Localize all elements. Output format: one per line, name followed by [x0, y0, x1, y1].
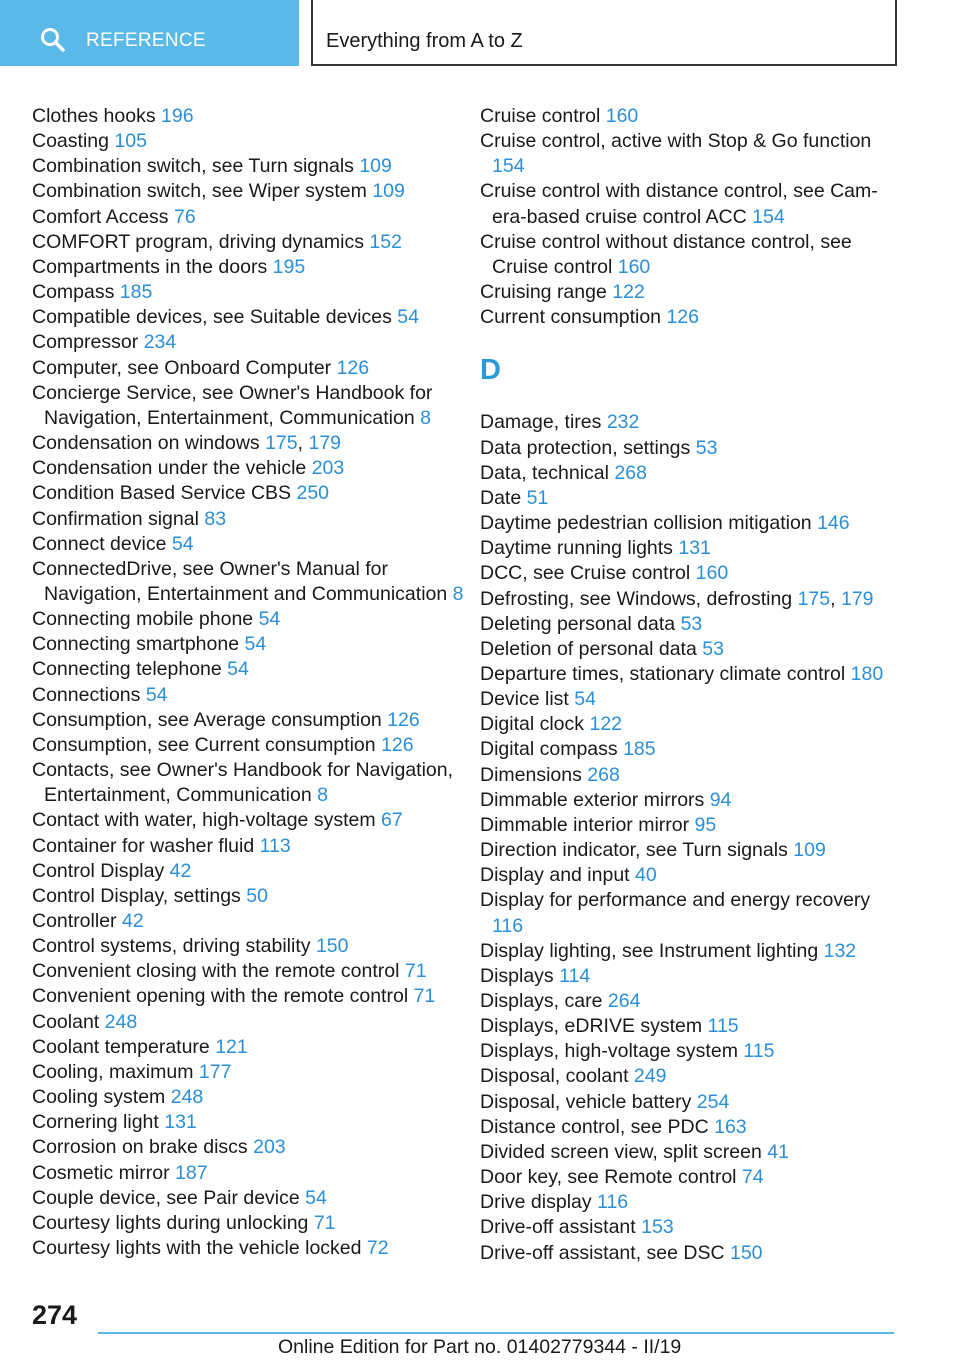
index-term: Controller [32, 910, 117, 932]
page-link[interactable]: 132 [823, 939, 857, 962]
index-entry [32, 657, 472, 682]
index-entry [480, 129, 900, 179]
index-term: Comfort Access [32, 205, 169, 228]
index-entry [32, 909, 472, 934]
index-entry [32, 1035, 472, 1060]
index-term: Damage, tires [480, 411, 602, 434]
index-term: Direction indicator, see Turn signals [480, 839, 788, 862]
page-link[interactable]: 163 [714, 1115, 747, 1138]
index-term: Device list [480, 688, 569, 711]
page-link[interactable]: 76 [173, 205, 196, 228]
index-entry [480, 637, 900, 662]
chapter-title: Everything from A to Z [326, 30, 523, 52]
index-term: Drive display [480, 1191, 592, 1214]
index-term: Displays, eDRIVE system [480, 1015, 703, 1038]
index-entry [32, 507, 472, 532]
index-entry [480, 486, 900, 511]
page-link[interactable]: 116 [597, 1191, 629, 1214]
index-term: Compass [32, 281, 115, 304]
index-term: Dimmable interior mirror [480, 813, 690, 836]
page-link[interactable]: 115 [707, 1015, 739, 1038]
page-link[interactable]: 126 [336, 356, 370, 379]
page-link[interactable]: 160 [605, 105, 639, 127]
index-term: Daytime pedestrian collision mitigation [480, 512, 812, 535]
index-entry [32, 1010, 472, 1035]
index-entry [32, 733, 472, 758]
page-link[interactable]: 53 [680, 612, 703, 635]
index-term: Daytime running lights [480, 537, 673, 560]
index-term: Contacts, see Owner's Handbook for Navigation, Entertainment, Communication [32, 759, 454, 807]
page-link[interactable]: 53 [695, 436, 718, 459]
index-entry [480, 737, 900, 762]
index-term: Cruise control [480, 105, 601, 127]
page-link[interactable]: 51 [526, 486, 549, 509]
index-entry [32, 1060, 472, 1085]
page-link[interactable]: 54 [397, 306, 419, 329]
page-link[interactable]: 268 [614, 461, 647, 484]
index-term: Condition Based Service CBS [32, 482, 292, 505]
page-link[interactable]: 254 [696, 1090, 730, 1113]
index-entry [480, 1014, 900, 1039]
index-term: Coasting [32, 130, 109, 153]
index-term: Display for performance and energy recovery [480, 889, 871, 912]
page-link[interactable]: 109 [372, 180, 405, 203]
chapter-header [311, 0, 897, 66]
index-entry [480, 1215, 900, 1240]
page-link[interactable]: 113 [259, 834, 291, 857]
index-term: Compressor [32, 331, 139, 354]
index-term: Disposal, coolant [480, 1065, 629, 1088]
index-entry [32, 305, 472, 330]
index-entry [480, 939, 900, 964]
page-link[interactable]: 248 [170, 1086, 204, 1109]
index-term: Cruising range [480, 281, 607, 304]
index-entry [32, 834, 472, 859]
page-link[interactable]: 175 [265, 432, 298, 455]
index-term: DCC, see Cruise control [480, 562, 691, 585]
index-term: Condensation on windows [32, 432, 260, 455]
index-entry [480, 662, 900, 687]
index-entry [480, 964, 900, 989]
index-column-left [32, 104, 472, 1261]
index-term: Display and input [480, 864, 630, 887]
page-link[interactable]: 196 [161, 105, 194, 127]
page-link[interactable]: 116 [492, 914, 524, 937]
page-link[interactable]: 150 [315, 935, 349, 958]
index-entry [480, 230, 900, 280]
index-term: Displays [480, 964, 554, 987]
page-link[interactable]: 154 [492, 155, 525, 178]
index-entry [480, 511, 900, 536]
page-link[interactable]: 40 [635, 864, 657, 887]
index-term: Current consumption [480, 306, 662, 329]
page-link[interactable]: 54 [227, 658, 249, 681]
index-term: Displays, high-voltage system [480, 1040, 738, 1063]
index-term: Data protection, settings [480, 436, 691, 459]
index-entry [32, 959, 472, 984]
page-link[interactable]: 126 [666, 306, 699, 329]
page-link[interactable]: 71 [404, 960, 427, 983]
page-link[interactable]: 105 [114, 130, 147, 153]
index-entry [480, 612, 900, 637]
index-entry: Defrosting, see Windows, defrosting 175, 179 [480, 587, 874, 610]
page-link[interactable]: 232 [606, 411, 640, 434]
index-term: Coolant [32, 1010, 100, 1033]
index-entry [480, 536, 900, 561]
page-link[interactable]: 150 [729, 1241, 763, 1264]
index-entry [32, 934, 472, 959]
index-entry [32, 129, 472, 154]
index-entry [32, 1135, 472, 1160]
index-term: Dimensions [480, 763, 582, 786]
page-link[interactable]: 109 [359, 155, 392, 178]
page-link[interactable]: 83 [204, 507, 227, 530]
page-link[interactable]: 160 [695, 562, 729, 585]
index-term: Couple device, see Pair device [32, 1186, 300, 1209]
index-entry [32, 330, 472, 355]
index-entry [480, 1115, 900, 1140]
index-term: Door key, see Remote control [480, 1166, 737, 1189]
page-link[interactable]: 121 [215, 1035, 248, 1058]
page-link[interactable]: 154 [752, 205, 785, 228]
index-term: Container for washer fluid [32, 834, 255, 857]
section-letter-heading: D [480, 354, 501, 387]
index-term: Clothes hooks [32, 105, 156, 127]
page-link[interactable]: 109 [793, 839, 826, 862]
index-term: Connecting telephone [32, 658, 222, 681]
index-term: Courtesy lights with the vehicle locked [32, 1237, 362, 1260]
index-term: Consumption, see Average consumption [32, 708, 382, 731]
index-term: Connect device [32, 532, 167, 555]
index-entry [32, 632, 472, 657]
index-entry [32, 381, 472, 431]
section-tab[interactable] [0, 0, 299, 66]
page-link[interactable]: 187 [175, 1161, 208, 1184]
page-link[interactable]: 54 [171, 532, 194, 555]
index-term: Drive-off assistant, see DSC [480, 1241, 725, 1264]
page-link[interactable]: 71 [313, 1211, 336, 1234]
index-entry [480, 888, 900, 938]
edition-footer: Online Edition for Part no. 01402779344 - II/19 [278, 1336, 682, 1358]
index-entry [32, 179, 472, 204]
page-link[interactable]: 54 [145, 683, 168, 706]
page-link[interactable]: 131 [164, 1111, 197, 1134]
index-entry [32, 808, 472, 833]
index-entry [480, 461, 900, 486]
index-term: Confirmation signal [32, 507, 199, 530]
index-term: Control Display, settings [32, 884, 241, 907]
index-term: Connecting smartphone [32, 633, 240, 656]
index-term: ConnectedDrive, see Owner's Manual for Navigation, Entertainment and Communication [32, 557, 448, 605]
index-term: Deleting personal data [480, 612, 676, 635]
index-entry [480, 813, 900, 838]
index-entry: Condensation on windows 175, 179 [32, 432, 342, 455]
index-entry [32, 557, 472, 607]
index-term: Cruise control, active with Stop & Go function [480, 130, 872, 153]
index-entry [32, 532, 472, 557]
page-link[interactable]: 264 [607, 990, 641, 1012]
index-term: Cruise control without distance control, see Cruise control [480, 230, 852, 278]
index-entry [480, 712, 900, 737]
index-entry [480, 863, 900, 888]
index-entry [32, 456, 472, 481]
index-term: Combination switch, see Turn signals [32, 155, 354, 178]
index-term: Drive-off assistant [480, 1216, 636, 1239]
index-entry [480, 280, 900, 305]
page-link[interactable]: 248 [104, 1010, 138, 1033]
index-group-d [480, 410, 900, 1265]
page-link[interactable]: 268 [587, 763, 620, 786]
index-entry [480, 788, 900, 813]
index-entry [32, 984, 472, 1009]
page-link[interactable]: 179 [840, 587, 874, 610]
page-link[interactable]: 234 [143, 331, 177, 354]
index-entry [32, 884, 472, 909]
page-link[interactable]: 126 [387, 708, 420, 731]
page-link[interactable]: 250 [296, 482, 330, 505]
index-term: Corrosion on brake discs [32, 1136, 248, 1159]
page-link[interactable]: 175 [797, 587, 831, 610]
index-term: Digital compass [480, 738, 618, 761]
index-entry [480, 410, 900, 435]
index-term: Cosmetic mirror [32, 1161, 170, 1184]
section-tab-label: REFERENCE [86, 30, 206, 51]
index-entry [32, 1186, 472, 1211]
index-entry [32, 205, 472, 230]
index-entry [480, 1039, 900, 1064]
index-term: Combination switch, see Wiper system [32, 180, 367, 203]
index-entry [32, 356, 472, 381]
page-link[interactable]: 8 [452, 582, 464, 605]
index-term: Data, technical [480, 461, 609, 484]
page-link[interactable]: 8 [317, 784, 328, 807]
index-entry [480, 179, 900, 229]
page-number: 274 [32, 1300, 78, 1330]
index-term: Compatible devices, see Suitable devices [32, 306, 392, 329]
index-term: Courtesy lights during unlocking [32, 1211, 309, 1234]
index-term: Displays, care [480, 990, 603, 1012]
page-link[interactable]: 41 [767, 1140, 789, 1163]
index-entry [32, 708, 472, 733]
index-term: Departure times, stationary climate control [480, 662, 846, 685]
index-entry [480, 989, 900, 1014]
page-link[interactable]: 71 [413, 985, 436, 1008]
index-term: Computer, see Onboard Computer [32, 356, 332, 379]
index-entry [480, 436, 900, 461]
index-entry [480, 687, 900, 712]
index-term: Condensation under the vehicle [32, 457, 307, 480]
index-entry [480, 1190, 900, 1215]
page-link[interactable]: 179 [308, 432, 342, 455]
index-term: Consumption, see Current consumption [32, 733, 376, 756]
page-link[interactable]: 50 [246, 884, 268, 907]
page-link[interactable]: 195 [272, 255, 306, 278]
index-term: Connecting mobile phone [32, 608, 254, 631]
index-entry [32, 1085, 472, 1110]
index-entry [32, 1110, 472, 1135]
index-entry [480, 1064, 900, 1089]
page-link[interactable]: 54 [258, 608, 281, 631]
index-term: Deletion of personal data [480, 637, 697, 660]
index-group-c [480, 104, 900, 330]
index-entry [32, 758, 472, 808]
index-entry [32, 481, 472, 506]
page-link[interactable]: 122 [589, 713, 623, 736]
page-link[interactable]: 74 [741, 1166, 764, 1189]
index-entry [480, 1090, 900, 1115]
page-link[interactable]: 160 [617, 255, 651, 278]
index-term: Coolant temperature [32, 1035, 210, 1058]
index-entry [32, 1161, 472, 1186]
index-entry [32, 104, 472, 129]
index-entry [32, 1236, 472, 1261]
index-entry [480, 104, 900, 129]
index-entry [480, 1165, 900, 1190]
page-link[interactable]: 94 [709, 788, 732, 811]
page-link[interactable]: 122 [612, 281, 645, 304]
page-link[interactable]: 249 [633, 1065, 667, 1088]
page-link[interactable]: 152 [369, 230, 402, 253]
index-term: Compartments in the doors [32, 255, 268, 278]
page-link[interactable]: 114 [559, 964, 591, 987]
index-term: Display lighting, see Instrument lighting [480, 939, 819, 962]
index-term: Disposal, vehicle battery [480, 1090, 692, 1113]
index-term: Contact with water, high-voltage system [32, 809, 376, 832]
index-entry [480, 838, 900, 863]
index-entry [32, 607, 472, 632]
index-entry [32, 859, 472, 884]
footer-divider [98, 1332, 894, 1334]
index-column-right [480, 104, 900, 1266]
index-term: Cooling system [32, 1086, 166, 1109]
page-link[interactable]: 177 [198, 1060, 232, 1083]
index-term: Divided screen view, split screen [480, 1140, 762, 1163]
page-link[interactable]: 146 [817, 512, 850, 535]
index-entry [32, 280, 472, 305]
index-entry [480, 305, 900, 330]
page-link[interactable]: 115 [743, 1040, 775, 1063]
index-term: Cornering light [32, 1111, 159, 1134]
index-entry [480, 1140, 900, 1165]
index-term: Cruise control with distance control, see Camera-based cruise control ACC [480, 180, 878, 228]
index-term: Control systems, driving stability [32, 935, 311, 958]
page-link[interactable]: 153 [641, 1216, 674, 1239]
index-term: Distance control, see PDC [480, 1115, 709, 1138]
index-entry [32, 1211, 472, 1236]
index-term: Dimmable exterior mirrors [480, 788, 705, 811]
index-term: Cooling, maximum [32, 1060, 194, 1083]
index-term: Connections [32, 683, 141, 706]
page-link[interactable]: 54 [574, 688, 596, 711]
page-link[interactable]: 203 [253, 1136, 286, 1159]
page-link[interactable]: 67 [381, 809, 403, 832]
index-term: Control Display [32, 859, 165, 882]
page-link[interactable]: 126 [381, 733, 414, 756]
index-term: Convenient opening with the remote control [32, 985, 409, 1008]
page-link[interactable]: 180 [850, 662, 884, 685]
page-link[interactable]: 8 [420, 406, 431, 429]
index-term: Concierge Service, see Owner's Handbook for Navigation, Entertainment, Communication [32, 381, 433, 429]
index-term: Digital clock [480, 713, 585, 736]
index-term: Defrosting, see Windows, defrosting [480, 587, 793, 610]
index-term: COMFORT program, driving dynamics [32, 230, 364, 253]
index-term: Date [480, 486, 522, 509]
page-link[interactable]: 185 [119, 281, 153, 304]
page-link[interactable]: 54 [305, 1186, 327, 1209]
page-link[interactable]: 54 [244, 633, 267, 656]
page-link[interactable]: 131 [678, 537, 711, 560]
index-entry [32, 255, 472, 280]
page-link[interactable]: 95 [694, 813, 717, 836]
index-entry [32, 683, 472, 708]
index-term: Convenient closing with the remote control [32, 960, 400, 983]
index-entry [480, 561, 900, 586]
index-entry [480, 763, 900, 788]
page-link[interactable]: 185 [623, 738, 656, 761]
page-link[interactable]: 42 [169, 859, 192, 882]
page-link[interactable]: 53 [702, 637, 724, 660]
page-link[interactable]: 42 [121, 910, 144, 932]
page-link[interactable]: 203 [311, 457, 345, 480]
page-link[interactable]: 72 [366, 1237, 389, 1260]
index-entry [32, 154, 472, 179]
index-entry [32, 230, 472, 255]
search-icon [40, 27, 66, 53]
index-entry [480, 1241, 900, 1266]
